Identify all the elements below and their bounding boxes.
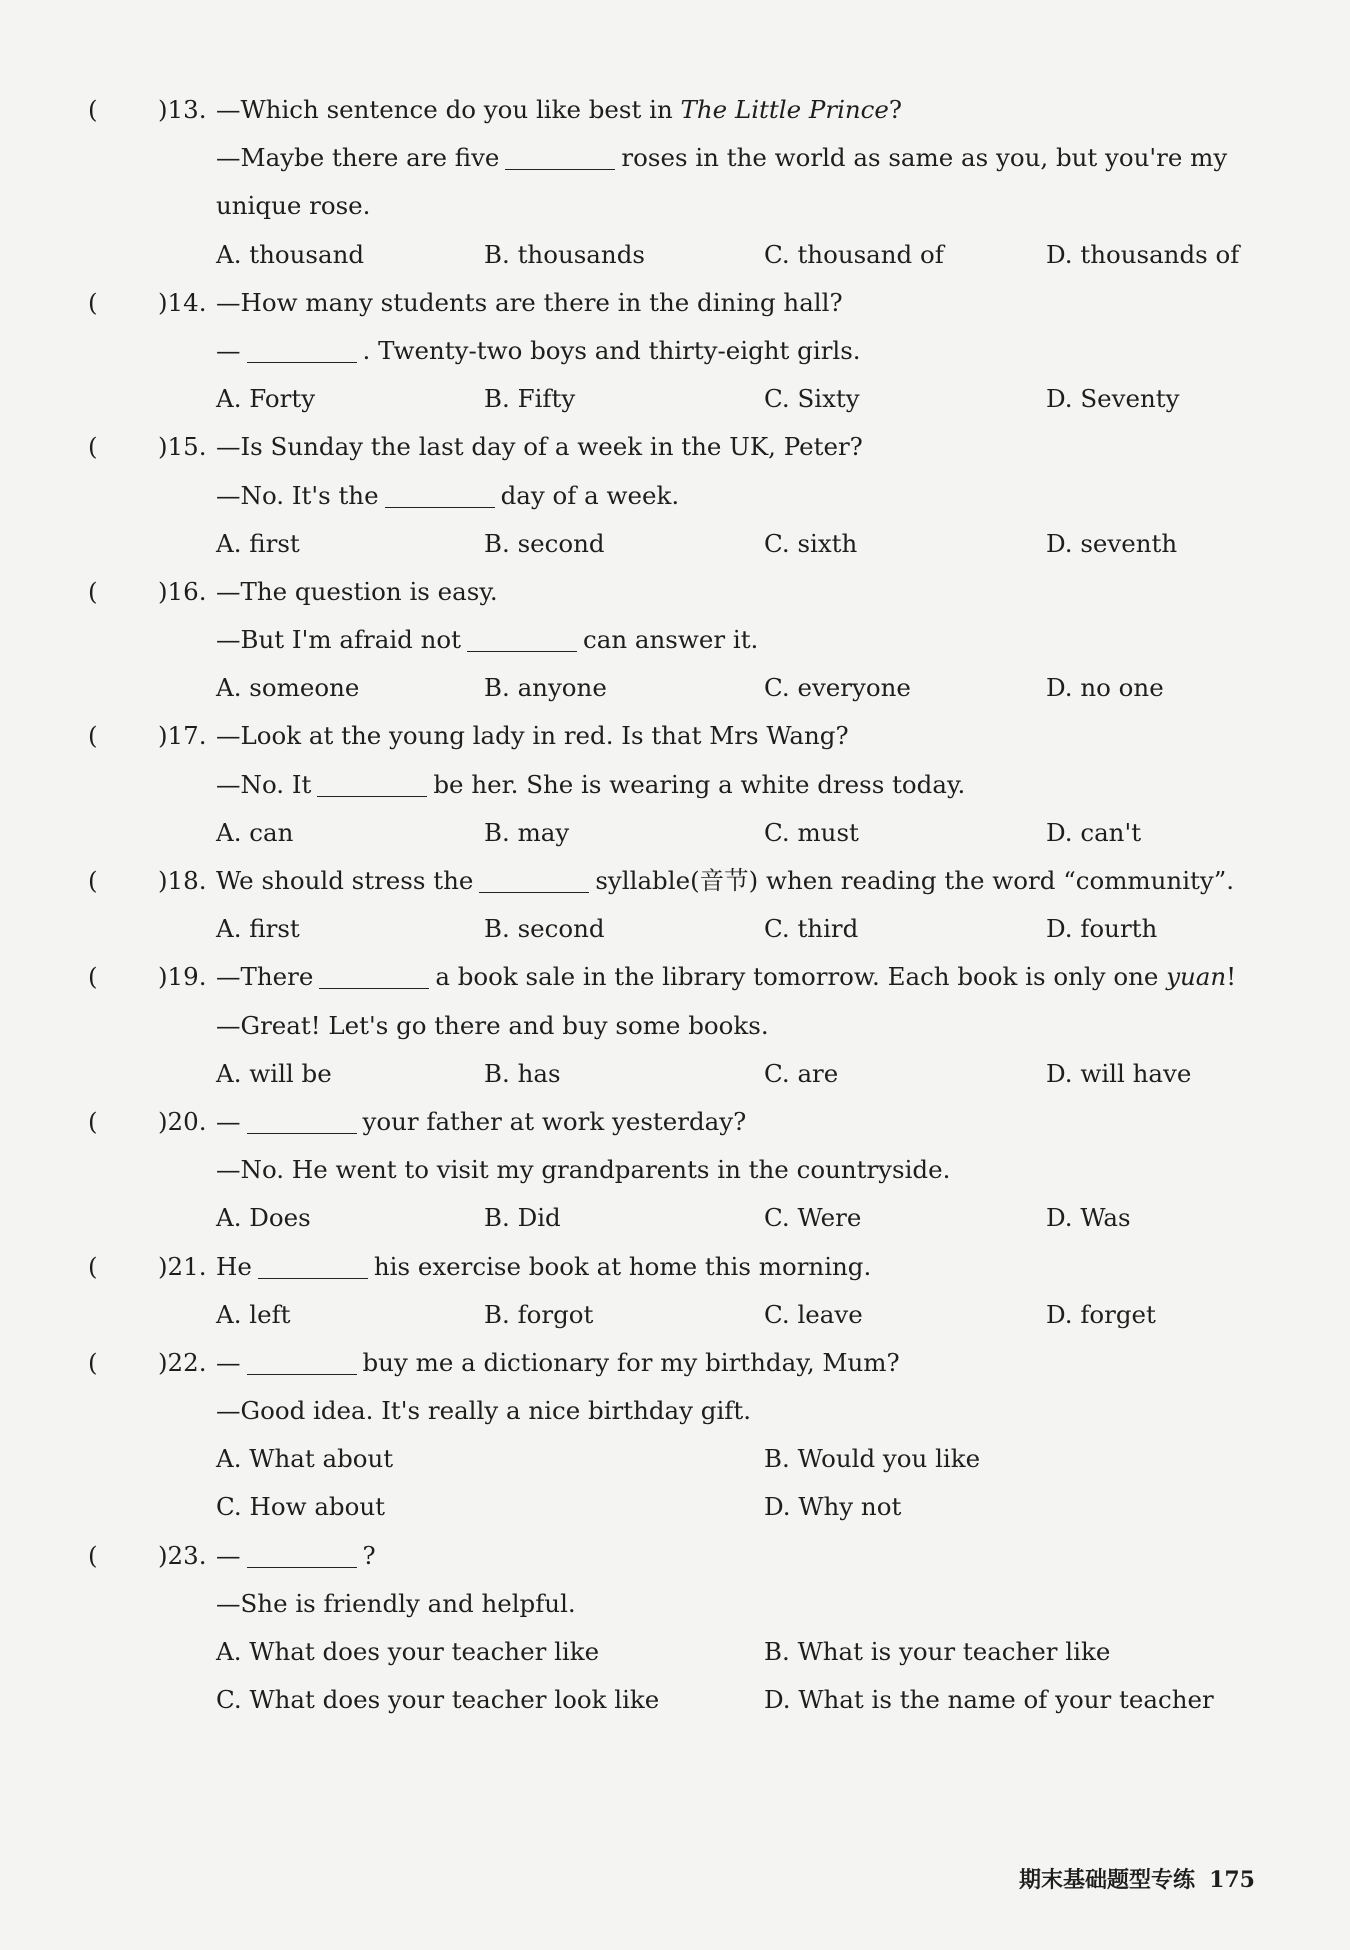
dash: — [216, 1347, 241, 1377]
question-number: )19. [158, 962, 207, 992]
option-c[interactable]: C. How about [216, 1492, 385, 1522]
question-text: —Good idea. It's really a nice birthday gift. [216, 1396, 751, 1426]
question-text: —There [216, 962, 314, 992]
question-number: )17. [158, 721, 207, 751]
option-c[interactable]: C. are [764, 1058, 839, 1088]
question-text: —Maybe there are five [216, 143, 500, 173]
answer-blank [385, 477, 495, 508]
question-punct: ! [1226, 962, 1237, 992]
question-number: )16. [158, 576, 207, 606]
options-row [0, 1628, 1350, 1676]
option-a[interactable]: A. Does [216, 1203, 311, 1233]
option-b[interactable]: B. anyone [484, 673, 607, 703]
option-a[interactable]: A. first [216, 528, 300, 558]
option-b[interactable]: B. second [484, 914, 605, 944]
option-d[interactable]: D. Seventy [1046, 384, 1180, 414]
question-15 [0, 423, 1350, 471]
option-c[interactable]: C. sixth [764, 528, 858, 558]
options-row [0, 375, 1350, 423]
option-a[interactable]: A. left [216, 1299, 291, 1329]
option-c[interactable]: C. third [764, 914, 859, 944]
question-text: He [216, 1251, 252, 1281]
question-text: We should stress the [216, 866, 474, 895]
question-14 [0, 279, 1350, 327]
options-row [0, 1291, 1350, 1339]
question-text: —Look at the young lady in red. Is that Mrs Wang? [216, 721, 849, 751]
dash: — [216, 1540, 241, 1570]
option-b[interactable]: B. forgot [484, 1299, 594, 1329]
answer-blank [317, 766, 427, 797]
option-d[interactable]: D. no one [1046, 673, 1164, 703]
answer-bracket[interactable]: ( [88, 287, 98, 317]
answer-bracket[interactable]: ( [88, 1540, 98, 1570]
answer-bracket[interactable]: ( [88, 721, 98, 751]
option-d[interactable]: D. will have [1046, 1058, 1192, 1088]
question-22 [0, 1339, 1350, 1387]
question-13 [0, 86, 1350, 134]
question-punct: ? [362, 1540, 376, 1570]
question-text: your father at work yesterday? [362, 1106, 747, 1136]
dash: — [216, 1106, 241, 1136]
answer-blank [319, 958, 429, 989]
answer-blank [258, 1248, 368, 1279]
options-row [0, 1483, 1350, 1531]
question-text: be her. She is wearing a white dress today. [433, 769, 966, 799]
question-18 [0, 857, 1350, 905]
options-row [0, 1676, 1350, 1724]
options-row [0, 1435, 1350, 1483]
option-d[interactable]: D. seventh [1046, 528, 1178, 558]
answer-bracket[interactable]: ( [88, 1106, 98, 1136]
answer-bracket[interactable]: ( [88, 432, 98, 462]
question-text: can answer it. [583, 625, 759, 655]
option-a[interactable]: A. can [216, 817, 294, 847]
question-number: )14. [158, 287, 207, 317]
options-row [0, 664, 1350, 712]
option-a[interactable]: A. Forty [216, 384, 316, 414]
question-list [0, 86, 1350, 1724]
question-number: )23. [158, 1540, 207, 1570]
option-c[interactable]: C. What does your teacher look like [216, 1685, 660, 1715]
page-number: 175 [1209, 1867, 1255, 1893]
answer-blank [505, 139, 615, 170]
question-text: —Is Sunday the last day of a week in the UK, Peter? [216, 432, 863, 462]
question-number: )13. [158, 95, 207, 124]
option-c[interactable]: C. everyone [764, 673, 911, 703]
answer-blank [479, 862, 589, 893]
option-c[interactable]: C. thousand of [764, 239, 944, 269]
currency-word: yuan [1166, 962, 1227, 992]
option-d[interactable]: D. thousands of [1046, 239, 1240, 269]
answer-bracket[interactable]: ( [88, 1347, 98, 1377]
question-text: buy me a dictionary for my birthday, Mum? [362, 1347, 900, 1377]
question-text: —No. He went to visit my grandparents in the countryside. [216, 1155, 951, 1185]
question-23 [0, 1532, 1350, 1580]
answer-bracket[interactable]: ( [88, 962, 98, 992]
option-d[interactable]: D. What is the name of your teacher [764, 1685, 1214, 1715]
answer-bracket[interactable]: ( [88, 95, 98, 124]
question-text: —No. It [216, 769, 312, 799]
question-text: day of a week. [500, 480, 680, 510]
question-19 [0, 953, 1350, 1001]
question-number: )15. [158, 432, 207, 462]
option-a[interactable]: A. What about [216, 1444, 394, 1474]
question-text: —No. It's the [216, 480, 379, 510]
answer-blank [247, 1537, 357, 1568]
question-text: —The question is easy. [216, 576, 498, 606]
option-b[interactable]: B. has [484, 1058, 561, 1088]
option-c[interactable]: C. Sixty [764, 384, 860, 414]
option-b[interactable]: B. Fifty [484, 384, 576, 414]
question-text: —How many students are there in the dining hall? [216, 287, 843, 317]
question-text: syllable(音节) when reading the word “community”. [595, 866, 1235, 895]
option-c[interactable]: C. leave [764, 1299, 863, 1329]
question-text: . Twenty-two boys and thirty-eight girls. [362, 335, 861, 365]
question-number: )22. [158, 1347, 207, 1377]
answer-blank [467, 621, 577, 652]
question-text: —But I'm afraid not [216, 625, 462, 655]
option-b[interactable]: B. second [484, 528, 605, 558]
option-a[interactable]: A. What does your teacher like [216, 1637, 600, 1666]
question-number: )18. [158, 866, 207, 895]
options-row [0, 905, 1350, 953]
question-text: unique rose. [216, 191, 371, 221]
question-text: —She is friendly and helpful. [216, 1588, 576, 1618]
option-d[interactable]: D. Why not [764, 1492, 902, 1522]
book-title: The Little Prince [680, 95, 889, 124]
options-row [0, 520, 1350, 568]
answer-blank [247, 1103, 357, 1134]
options-row [0, 1194, 1350, 1242]
question-17 [0, 712, 1350, 760]
answer-bracket[interactable]: ( [88, 1251, 98, 1281]
answer-bracket[interactable]: ( [88, 866, 98, 895]
question-text: his exercise book at home this morning. [373, 1251, 872, 1281]
option-b[interactable]: B. may [484, 817, 570, 847]
dash: — [216, 335, 241, 365]
question-number: )21. [158, 1251, 207, 1281]
option-b[interactable]: B. thousands [484, 239, 645, 269]
option-a[interactable]: A. someone [216, 673, 360, 703]
option-d[interactable]: D. fourth [1046, 914, 1158, 944]
answer-blank [247, 332, 357, 363]
option-a[interactable]: A. first [216, 914, 300, 944]
question-text: —Which sentence do you like best in [216, 95, 681, 124]
options-row [0, 231, 1350, 279]
section-title: 期末基础题型专练 [1019, 1868, 1196, 1893]
option-a[interactable]: A. thousand [216, 239, 365, 269]
question-21 [0, 1243, 1350, 1291]
option-d[interactable]: D. forget [1046, 1299, 1156, 1329]
question-text: roses in the world as same as you, but you're my [621, 143, 1228, 173]
option-d[interactable]: D. can't [1046, 817, 1142, 847]
option-b[interactable]: B. What is your teacher like [764, 1637, 1111, 1666]
page-footer [1019, 1863, 1255, 1894]
option-c[interactable]: C. must [764, 817, 859, 847]
options-row [0, 1050, 1350, 1098]
answer-bracket[interactable]: ( [88, 576, 98, 606]
option-c[interactable]: C. Were [764, 1203, 862, 1233]
question-number: )20. [158, 1106, 207, 1136]
question-punct: ? [888, 95, 903, 124]
question-16 [0, 568, 1350, 616]
options-row [0, 809, 1350, 857]
question-20 [0, 1098, 1350, 1146]
option-b[interactable]: B. Would you like [764, 1444, 981, 1474]
answer-blank [247, 1344, 357, 1375]
option-b[interactable]: B. Did [484, 1203, 561, 1233]
option-a[interactable]: A. will be [216, 1058, 332, 1088]
option-d[interactable]: D. Was [1046, 1203, 1131, 1233]
question-text: —Great! Let's go there and buy some books. [216, 1010, 769, 1040]
question-text: a book sale in the library tomorrow. Each book is only one [435, 962, 1167, 992]
